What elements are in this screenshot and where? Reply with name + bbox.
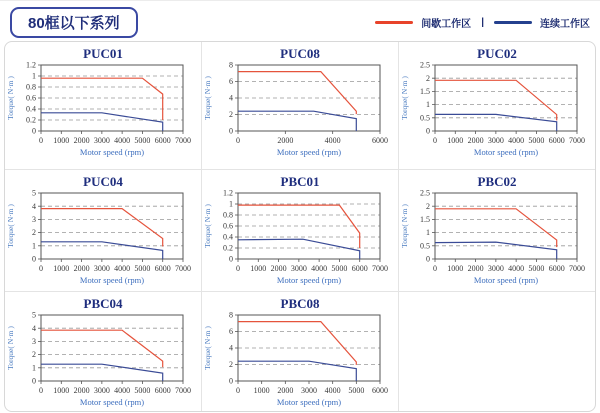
svg-text:4: 4 bbox=[229, 93, 233, 103]
continuous-line-swatch bbox=[494, 21, 532, 24]
svg-text:2000: 2000 bbox=[73, 386, 90, 395]
svg-text:1000: 1000 bbox=[53, 264, 70, 273]
svg-text:0: 0 bbox=[426, 126, 430, 136]
svg-text:5000: 5000 bbox=[134, 264, 151, 273]
svg-text:5000: 5000 bbox=[528, 136, 545, 145]
svg-text:2000: 2000 bbox=[73, 136, 90, 145]
svg-text:1: 1 bbox=[32, 363, 36, 373]
svg-text:4000: 4000 bbox=[324, 136, 341, 145]
chart-title-puc01: PUC01 bbox=[83, 46, 123, 61]
svg-text:2: 2 bbox=[32, 228, 36, 238]
chart-title-pbc02: PBC02 bbox=[477, 174, 517, 189]
svg-text:2: 2 bbox=[229, 360, 233, 370]
svg-text:Motor speed (rpm): Motor speed (rpm) bbox=[473, 147, 539, 157]
svg-text:0: 0 bbox=[39, 136, 43, 145]
svg-text:7000: 7000 bbox=[569, 136, 585, 145]
chart-cell-pbc02 bbox=[399, 170, 595, 292]
svg-text:Torque( N·m ): Torque( N·m ) bbox=[6, 326, 15, 370]
svg-text:0: 0 bbox=[39, 264, 43, 273]
svg-text:0: 0 bbox=[32, 376, 36, 386]
svg-text:3000: 3000 bbox=[93, 264, 110, 273]
svg-text:3000: 3000 bbox=[487, 136, 504, 145]
chart-title-pbc01: PBC01 bbox=[280, 174, 320, 189]
svg-text:5000: 5000 bbox=[134, 136, 151, 145]
svg-text:5: 5 bbox=[32, 190, 36, 198]
svg-text:1000: 1000 bbox=[250, 264, 267, 273]
svg-text:0: 0 bbox=[229, 254, 233, 264]
svg-text:2.5: 2.5 bbox=[420, 190, 430, 198]
svg-text:0: 0 bbox=[32, 254, 36, 264]
svg-text:0: 0 bbox=[236, 136, 240, 145]
svg-text:5000: 5000 bbox=[528, 264, 545, 273]
chart-title-puc04: PUC04 bbox=[83, 174, 123, 189]
svg-text:7000: 7000 bbox=[175, 386, 191, 395]
svg-text:0: 0 bbox=[32, 126, 36, 136]
svg-text:1: 1 bbox=[32, 241, 36, 251]
svg-text:3000: 3000 bbox=[93, 386, 110, 395]
chart-cell-puc08 bbox=[202, 42, 399, 170]
svg-text:1000: 1000 bbox=[447, 264, 464, 273]
svg-text:2000: 2000 bbox=[467, 136, 484, 145]
svg-text:6: 6 bbox=[229, 327, 233, 337]
page-header bbox=[0, 1, 600, 41]
svg-text:Torque( N·m ): Torque( N·m ) bbox=[203, 326, 212, 370]
chart-cell-pbc08 bbox=[202, 292, 399, 411]
chart-title-puc08: PUC08 bbox=[280, 46, 320, 61]
svg-text:4000: 4000 bbox=[114, 386, 131, 395]
svg-text:1000: 1000 bbox=[253, 386, 270, 395]
svg-text:0.2: 0.2 bbox=[223, 243, 233, 253]
chart-grid bbox=[4, 41, 596, 412]
svg-text:0: 0 bbox=[433, 264, 437, 273]
svg-text:Torque( N·m ): Torque( N·m ) bbox=[400, 76, 409, 120]
svg-text:7000: 7000 bbox=[372, 264, 388, 273]
svg-text:Torque( N·m ): Torque( N·m ) bbox=[203, 204, 212, 248]
chart-title-puc02: PUC02 bbox=[477, 46, 517, 61]
chart-canvas-puc08 bbox=[202, 62, 398, 165]
svg-text:2000: 2000 bbox=[467, 264, 484, 273]
svg-text:0: 0 bbox=[236, 264, 240, 273]
continuous-legend-label: 连续工作区 bbox=[540, 18, 590, 30]
chart-cell-puc04 bbox=[5, 170, 202, 292]
svg-text:2000: 2000 bbox=[277, 136, 294, 145]
svg-text:2: 2 bbox=[426, 201, 430, 211]
svg-text:4: 4 bbox=[32, 323, 36, 333]
svg-text:Motor speed (rpm): Motor speed (rpm) bbox=[276, 147, 342, 157]
intermittent-line-swatch bbox=[375, 21, 413, 24]
svg-text:1: 1 bbox=[426, 100, 430, 110]
svg-text:Motor speed (rpm): Motor speed (rpm) bbox=[79, 275, 145, 285]
svg-text:3000: 3000 bbox=[301, 386, 317, 395]
svg-text:6000: 6000 bbox=[372, 386, 388, 395]
legend-separator: | bbox=[481, 16, 484, 28]
svg-text:1000: 1000 bbox=[53, 136, 70, 145]
svg-text:3: 3 bbox=[32, 215, 36, 224]
svg-text:6000: 6000 bbox=[154, 386, 171, 395]
svg-text:0.4: 0.4 bbox=[26, 104, 36, 114]
svg-text:4000: 4000 bbox=[114, 264, 131, 273]
chart-cell-puc01 bbox=[5, 42, 202, 170]
svg-text:5000: 5000 bbox=[348, 386, 365, 395]
svg-text:Torque( N·m ): Torque( N·m ) bbox=[203, 76, 212, 120]
chart-cell-pbc04 bbox=[5, 292, 202, 411]
svg-text:5: 5 bbox=[32, 312, 36, 320]
svg-text:0: 0 bbox=[236, 386, 240, 395]
svg-text:2: 2 bbox=[426, 73, 430, 83]
svg-text:4000: 4000 bbox=[311, 264, 328, 273]
svg-text:Motor speed (rpm): Motor speed (rpm) bbox=[79, 147, 145, 157]
chart-canvas-pbc02 bbox=[399, 190, 595, 293]
svg-text:7000: 7000 bbox=[175, 136, 191, 145]
svg-text:2000: 2000 bbox=[270, 264, 287, 273]
svg-text:0.2: 0.2 bbox=[26, 115, 36, 125]
svg-text:7000: 7000 bbox=[569, 264, 585, 273]
svg-text:6000: 6000 bbox=[372, 136, 388, 145]
svg-text:Motor speed (rpm): Motor speed (rpm) bbox=[79, 397, 145, 407]
svg-text:0.8: 0.8 bbox=[223, 210, 233, 220]
svg-text:8: 8 bbox=[229, 62, 233, 70]
svg-text:2000: 2000 bbox=[277, 386, 294, 395]
svg-text:6000: 6000 bbox=[154, 136, 171, 145]
chart-title-pbc08: PBC08 bbox=[280, 296, 320, 311]
svg-text:4000: 4000 bbox=[114, 136, 131, 145]
chart-canvas-puc04 bbox=[5, 190, 201, 293]
chart-cell-pbc01 bbox=[202, 170, 399, 292]
svg-text:3000: 3000 bbox=[93, 136, 110, 145]
svg-text:7000: 7000 bbox=[175, 264, 191, 273]
svg-text:Torque( N·m ): Torque( N·m ) bbox=[6, 76, 15, 120]
svg-text:1: 1 bbox=[426, 228, 430, 238]
svg-text:6000: 6000 bbox=[548, 264, 565, 273]
svg-text:0.6: 0.6 bbox=[223, 221, 233, 231]
svg-text:0: 0 bbox=[433, 136, 437, 145]
svg-text:4: 4 bbox=[229, 343, 233, 353]
svg-text:2: 2 bbox=[229, 110, 233, 120]
chart-canvas-puc02 bbox=[399, 62, 595, 165]
svg-text:0: 0 bbox=[229, 376, 233, 386]
chart-canvas-pbc08 bbox=[202, 312, 398, 412]
svg-text:6000: 6000 bbox=[154, 264, 171, 273]
svg-text:4000: 4000 bbox=[508, 136, 525, 145]
series-title-badge: 80框以下系列 bbox=[10, 7, 138, 38]
svg-text:Motor speed (rpm): Motor speed (rpm) bbox=[276, 275, 342, 285]
svg-text:1000: 1000 bbox=[53, 386, 70, 395]
svg-text:3000: 3000 bbox=[290, 264, 307, 273]
svg-text:3000: 3000 bbox=[487, 264, 504, 273]
svg-text:1.2: 1.2 bbox=[223, 190, 233, 198]
svg-text:0.6: 0.6 bbox=[26, 93, 36, 103]
svg-text:0: 0 bbox=[229, 126, 233, 136]
svg-text:0: 0 bbox=[39, 386, 43, 395]
empty-cell bbox=[399, 292, 595, 411]
svg-text:4000: 4000 bbox=[508, 264, 525, 273]
svg-text:0.4: 0.4 bbox=[223, 232, 233, 242]
svg-text:1.2: 1.2 bbox=[26, 62, 36, 70]
svg-text:8: 8 bbox=[229, 312, 233, 320]
svg-text:1: 1 bbox=[229, 199, 233, 209]
svg-text:4: 4 bbox=[32, 201, 36, 211]
svg-text:0.5: 0.5 bbox=[420, 113, 430, 123]
svg-text:3: 3 bbox=[32, 337, 36, 346]
svg-text:6000: 6000 bbox=[351, 264, 368, 273]
legend bbox=[375, 15, 590, 30]
svg-text:Torque( N·m ): Torque( N·m ) bbox=[400, 204, 409, 248]
svg-text:1: 1 bbox=[32, 71, 36, 81]
svg-text:1.5: 1.5 bbox=[420, 215, 430, 224]
intermittent-legend-label: 间歇工作区 bbox=[421, 18, 472, 30]
svg-text:5000: 5000 bbox=[331, 264, 348, 273]
svg-text:5000: 5000 bbox=[134, 386, 151, 395]
svg-text:6: 6 bbox=[229, 77, 233, 87]
chart-canvas-pbc01 bbox=[202, 190, 398, 293]
svg-text:6000: 6000 bbox=[548, 136, 565, 145]
svg-text:Motor speed (rpm): Motor speed (rpm) bbox=[473, 275, 539, 285]
svg-text:1000: 1000 bbox=[447, 136, 464, 145]
svg-text:2000: 2000 bbox=[73, 264, 90, 273]
chart-canvas-puc01 bbox=[5, 62, 201, 165]
svg-text:0.8: 0.8 bbox=[26, 82, 36, 92]
svg-text:0: 0 bbox=[426, 254, 430, 264]
svg-text:2: 2 bbox=[32, 350, 36, 360]
chart-canvas-pbc04 bbox=[5, 312, 201, 412]
svg-text:Motor speed (rpm): Motor speed (rpm) bbox=[276, 397, 342, 407]
svg-text:2.5: 2.5 bbox=[420, 62, 430, 70]
chart-title-pbc04: PBC04 bbox=[83, 296, 123, 311]
svg-text:0.5: 0.5 bbox=[420, 241, 430, 251]
chart-cell-puc02 bbox=[399, 42, 595, 170]
svg-text:1.5: 1.5 bbox=[420, 87, 430, 96]
svg-text:Torque( N·m ): Torque( N·m ) bbox=[6, 204, 15, 248]
svg-text:4000: 4000 bbox=[324, 386, 341, 395]
